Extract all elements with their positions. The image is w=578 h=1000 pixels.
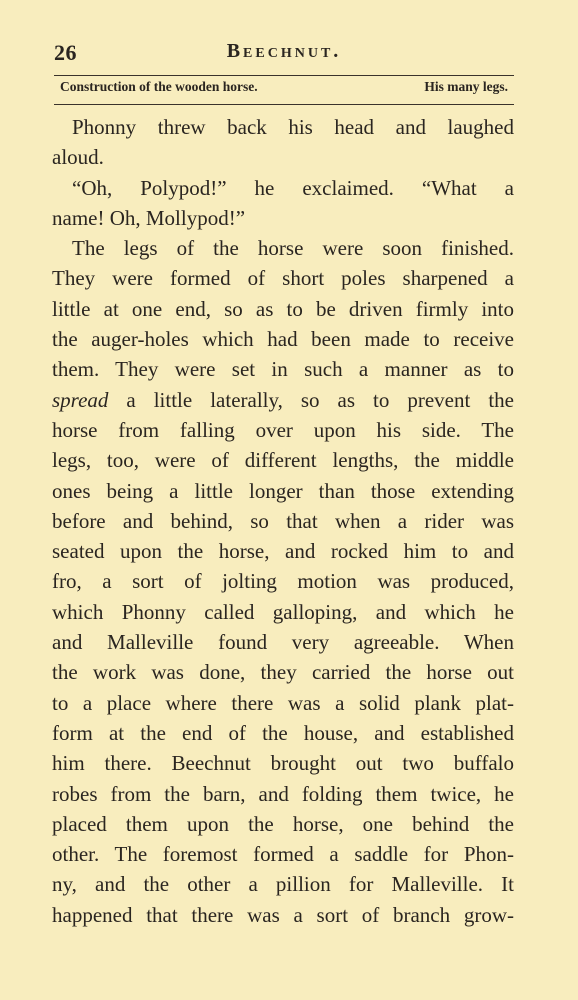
page-number: 26 [54, 40, 77, 65]
text-line [52, 203, 514, 233]
text-line [52, 445, 514, 475]
page-header [54, 40, 514, 72]
line-text: ones being a little longer than those extending [52, 478, 514, 503]
text-line [52, 597, 514, 627]
text-line [52, 294, 514, 324]
subhead-right: His many legs. [424, 79, 508, 94]
line-text: ny, and the other a pillion for Malleville. It [52, 872, 514, 897]
line-text: “Oh, Polypod!” he exclaimed. “What a [72, 175, 514, 200]
text-line [52, 627, 514, 657]
line-text: the work was done, they carried the horse out [52, 660, 514, 685]
text-line [52, 809, 514, 839]
text-line [52, 566, 514, 596]
text-line [52, 112, 514, 142]
line-text: horse from falling over upon his side. The [52, 417, 514, 442]
text-line [52, 263, 514, 293]
text-line [52, 688, 514, 718]
line-text: form at the end of the house, and established [52, 720, 514, 745]
text-line [52, 900, 514, 930]
line-text: to a place where there was a solid plank plat- [52, 690, 514, 715]
text-line [52, 536, 514, 566]
line-text: fro, a sort of jolting motion was produced, [52, 569, 514, 594]
line-text: him there. Beechnut brought out two buffalo [52, 751, 514, 776]
text-line [52, 385, 514, 415]
line-text: them. They were set in such a manner as to [52, 357, 514, 382]
text-line [52, 506, 514, 536]
header-rule-top [54, 75, 514, 76]
subhead-left: Construction of the wooden horse. [60, 79, 258, 94]
text-line [52, 657, 514, 687]
running-title: Beechnut. [226, 40, 342, 62]
text-line [52, 233, 514, 263]
text-line [52, 869, 514, 899]
text-line [52, 476, 514, 506]
text-line [52, 748, 514, 778]
italic-text: spread [52, 387, 109, 412]
line-text: placed them upon the horse, one behind the [52, 811, 514, 836]
line-text: little at one end, so as to be driven firmly into [52, 296, 514, 321]
text-line [52, 173, 514, 203]
line-text: a little laterally, so as to prevent the [108, 387, 514, 412]
line-text: other. The foremost formed a saddle for Phon- [52, 842, 514, 867]
line-text: seated upon the horse, and rocked him to and [52, 539, 514, 564]
text-line [52, 142, 514, 172]
text-line [52, 324, 514, 354]
line-text: which Phonny called galloping, and which he [52, 599, 514, 624]
line-text: before and behind, so that when a rider was [52, 508, 514, 533]
line-text: happened that there was a sort of branch grow- [52, 902, 514, 927]
line-text: the auger-holes which had been made to receive [52, 327, 514, 352]
header-rule-bottom [54, 104, 514, 105]
line-text: They were formed of short poles sharpened a [52, 266, 514, 291]
line-text: and Malleville found very agreeable. When [52, 630, 514, 655]
line-text: legs, too, were of different lengths, the middle [52, 448, 514, 473]
text-line [52, 415, 514, 445]
text-line [52, 354, 514, 384]
line-text: robes from the barn, and folding them twice, he [52, 781, 514, 806]
text-line [52, 839, 514, 869]
text-line [52, 718, 514, 748]
line-text: aloud. [52, 145, 104, 170]
line-text: name! Oh, Mollypod!” [52, 205, 246, 230]
section-subhead [60, 79, 508, 101]
text-line [52, 779, 514, 809]
line-text: Phonny threw back his head and laughed [72, 115, 514, 139]
body-text [52, 112, 514, 930]
line-text: The legs of the horse were soon finished. [72, 236, 514, 261]
